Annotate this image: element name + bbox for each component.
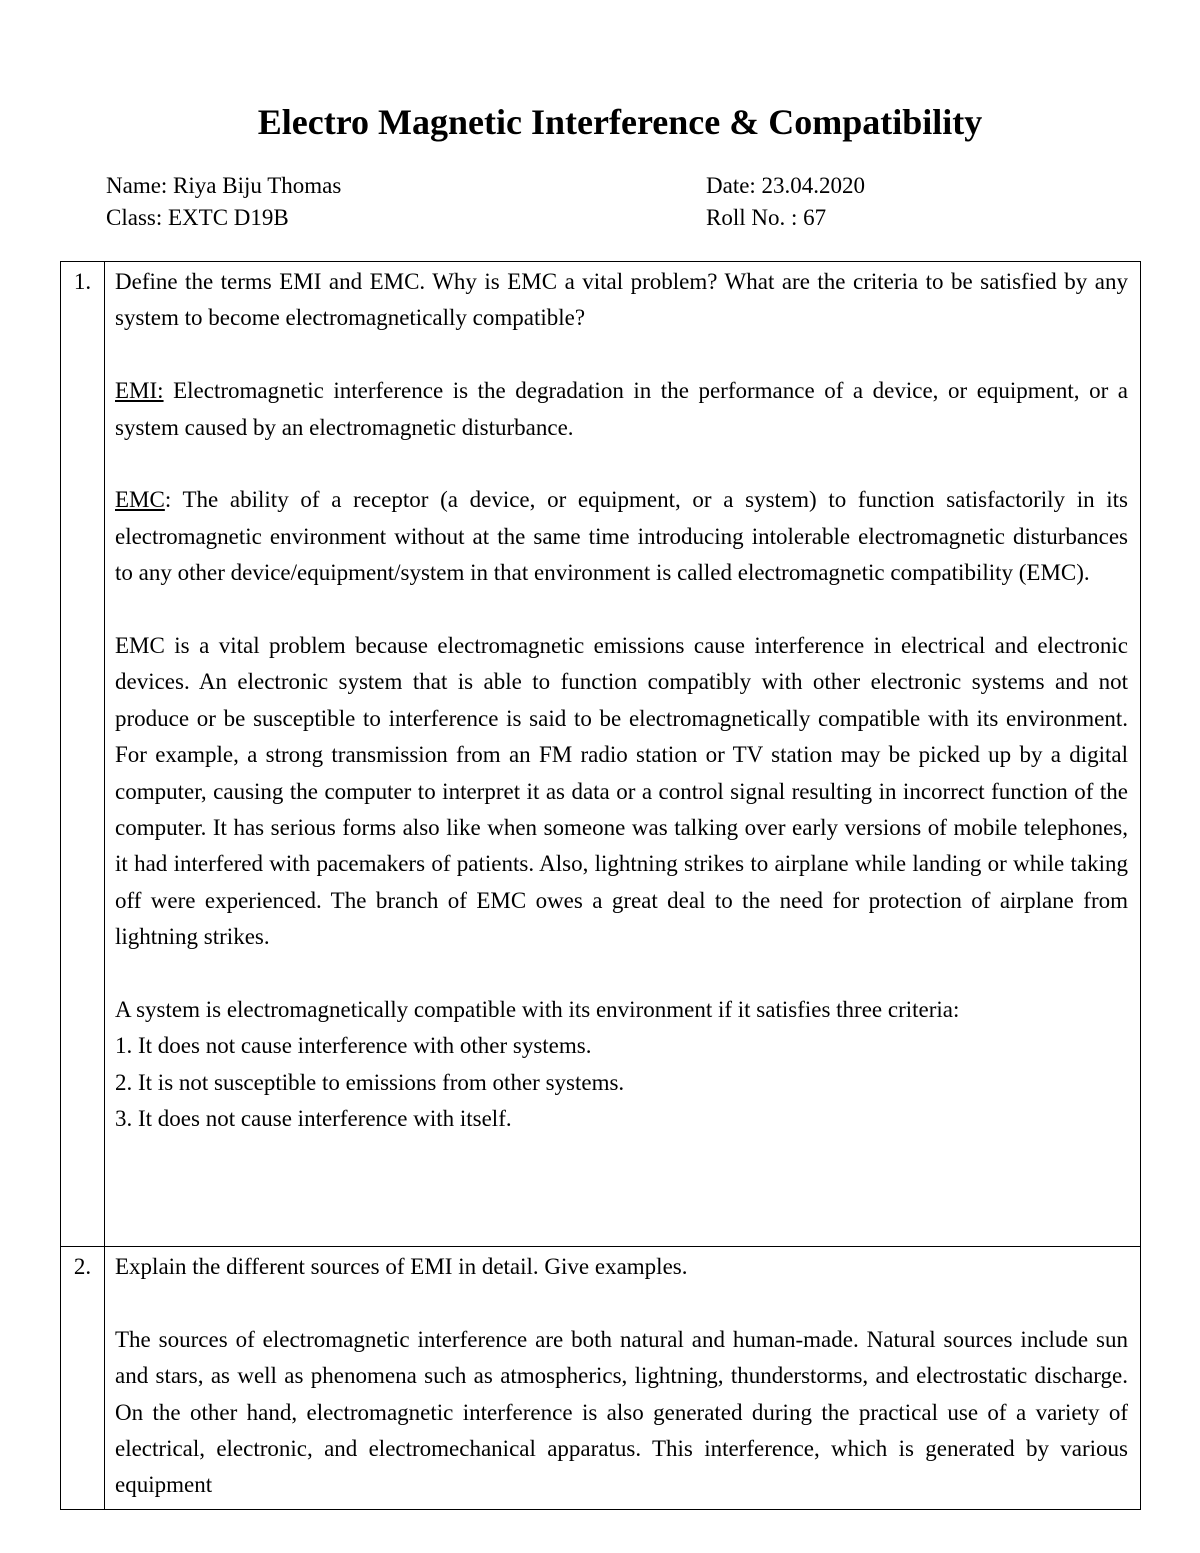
question-content (105, 262, 1141, 1247)
table-row (61, 1247, 1141, 1510)
question-number: 2. (61, 1247, 105, 1510)
question-content (105, 1247, 1141, 1510)
emc-text: : The ability of a receptor (a device, or equipment, or a system) to function satisfactorily in its electromagnetic environment without at the same time introducing intolerable electromagnetic disturbances to any other device/equipment/system in that environment is called electromagnetic compatibility (EMC). (115, 487, 1128, 586)
table-row (61, 262, 1141, 1247)
question-text: Explain the different sources of EMI in detail. Give examples. (115, 1254, 688, 1279)
submission-info (706, 170, 865, 234)
roll-number: Roll No. : 67 (706, 205, 827, 230)
question-answer-table (60, 261, 1141, 1510)
emc-vital-explanation: EMC is a vital problem because electromagnetic emissions cause interference in electrical and electronic devices. An electronic system that is able to function compatibly with other electronic systems and not produce or be susceptible to interference is said to be electromagnetically compatible with its environment. For example, a strong transmission from an FM radio station or TV station may be picked up by a digital computer, causing the computer to interpret it as data or a control signal resulting in incorrect function of the computer. It has serious forms also like when someone was talking over early versions of mobile telephones, it had interfered with pacemakers of patients. Also, lightning strikes to airplane while landing or while taking off were experienced. The branch of EMC owes a great deal to the need for protection of airplane from lightning strikes. (115, 633, 1128, 950)
list-item: 1. It does not cause interference with other systems. (115, 1033, 592, 1059)
page-title: Electro Magnetic Interference & Compatibility (257, 102, 983, 142)
criteria-intro: A system is electromagnetically compatible with its environment if it satisfies three criteria: (115, 997, 960, 1023)
list-item: 2. It is not susceptible to emissions from other systems. (115, 1069, 625, 1095)
emi-definition (115, 373, 1128, 446)
question-number: 1. (61, 262, 105, 1247)
list-item: 3. It does not cause interference with itself. (115, 1106, 512, 1132)
answer-text: The sources of electromagnetic interference are both natural and human-made. Natural sources include sun and stars, as well as phenomena such as atmospherics, lightning, thunderstorms, and electrostatic discharge. On the other hand, electromagnetic interference is also generated during the practical use of a variety of electrical, electronic, and electromechanical apparatus. This interference, which is generated by various equipment (115, 1326, 1128, 1498)
submission-date: Date: 23.04.2020 (706, 173, 866, 198)
emi-text: Electromagnetic interference is the degradation in the performance of a device, or equipment, or a system caused by an electromagnetic disturbance. (115, 378, 1128, 440)
emc-definition (115, 482, 1128, 591)
criteria-list (115, 1028, 1128, 1137)
question-text: Define the terms EMI and EMC. Why is EMC a vital problem? What are the criteria to be satisfied by any system to become electromagnetically compatible? (115, 269, 1128, 331)
emc-term: EMC (115, 487, 165, 513)
emi-term: EMI: (115, 378, 164, 404)
student-name: Name: Riya Biju Thomas (106, 173, 342, 198)
student-class: Class: EXTC D19B (106, 205, 289, 230)
student-info (106, 170, 341, 234)
